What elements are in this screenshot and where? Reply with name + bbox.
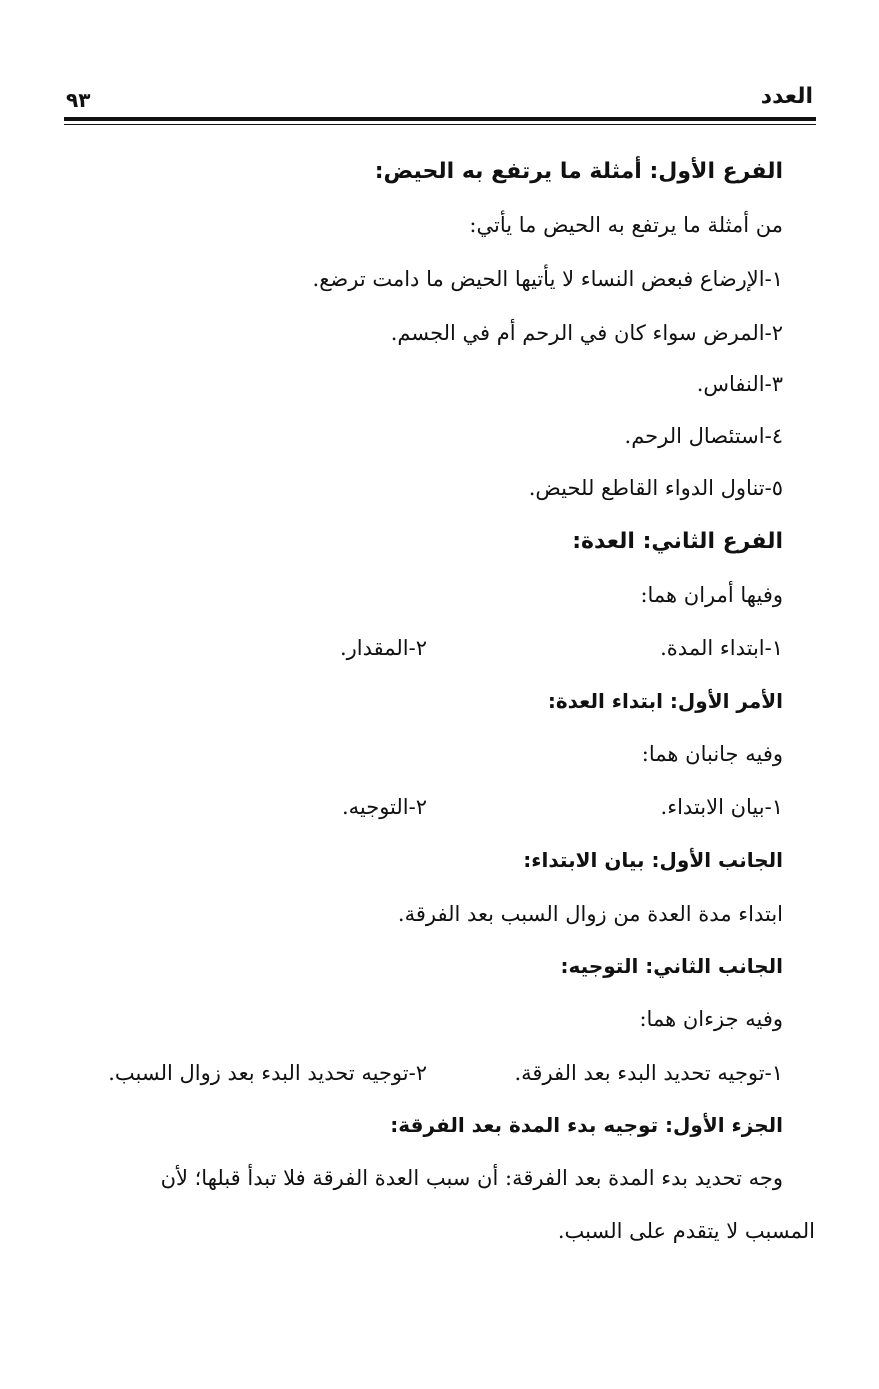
list-item-4: ٤-استئصال الرحم.: [624, 424, 783, 448]
section-heading-1: الفرع الأول: أمثلة ما يرتفع به الحيض:: [374, 159, 783, 184]
option-after-separation: ١-توجيه تحديد البدء بعد الفرقة.: [514, 1061, 783, 1085]
page-number: ٩٣: [66, 88, 91, 112]
header-rule-thick: [64, 117, 816, 121]
header-rule-thin: [64, 124, 816, 125]
subsection-heading-3: الأمر الأول: ابتداء العدة:: [547, 689, 783, 713]
list-item-1: ١-الإرضاع فبعض النساء لا يأتيها الحيض ما دامت ترضع.: [312, 267, 783, 291]
option-start-of-period: ١-ابتداء المدة.: [660, 636, 783, 660]
subsection-heading-6: الجزء الأول: توجيه بدء المدة بعد الفرقة:: [390, 1113, 783, 1137]
paragraph-5: وفيه جزءان هما:: [639, 1007, 783, 1031]
option-amount: ٢-المقدار.: [339, 636, 427, 660]
intro-line: من أمثلة ما يرتفع به الحيض ما يأتي:: [469, 213, 783, 237]
option-after-cause-removal: ٢-توجيه تحديد البدء بعد زوال السبب.: [108, 1061, 427, 1085]
list-item-5: ٥-تناول الدواء القاطع للحيض.: [528, 476, 783, 500]
paragraph-2: وفيها أمران هما:: [640, 583, 783, 607]
option-explanation: ١-بيان الابتداء.: [660, 795, 783, 819]
subsection-heading-4: الجانب الأول: بيان الابتداء:: [523, 848, 783, 872]
paragraph-4: ابتداء مدة العدة من زوال السبب بعد الفرقة.: [397, 902, 783, 926]
list-item-3: ٣-النفاس.: [696, 372, 783, 396]
paragraph-3: وفيه جانبان هما:: [641, 742, 783, 766]
subsection-heading-5: الجانب الثاني: التوجيه:: [560, 954, 783, 978]
option-justification: ٢-التوجيه.: [341, 795, 427, 819]
paragraph-6-line-2: المسبب لا يتقدم على السبب.: [557, 1219, 815, 1243]
paragraph-6-line-1: وجه تحديد بدء المدة بعد الفرقة: أن سبب العدة الفرقة فلا تبدأ قبلها؛ لأن: [160, 1166, 783, 1190]
list-item-2: ٢-المرض سواء كان في الرحم أم في الجسم.: [390, 321, 783, 345]
section-heading-2: الفرع الثاني: العدة:: [572, 529, 783, 554]
running-title: العدد: [760, 84, 813, 109]
